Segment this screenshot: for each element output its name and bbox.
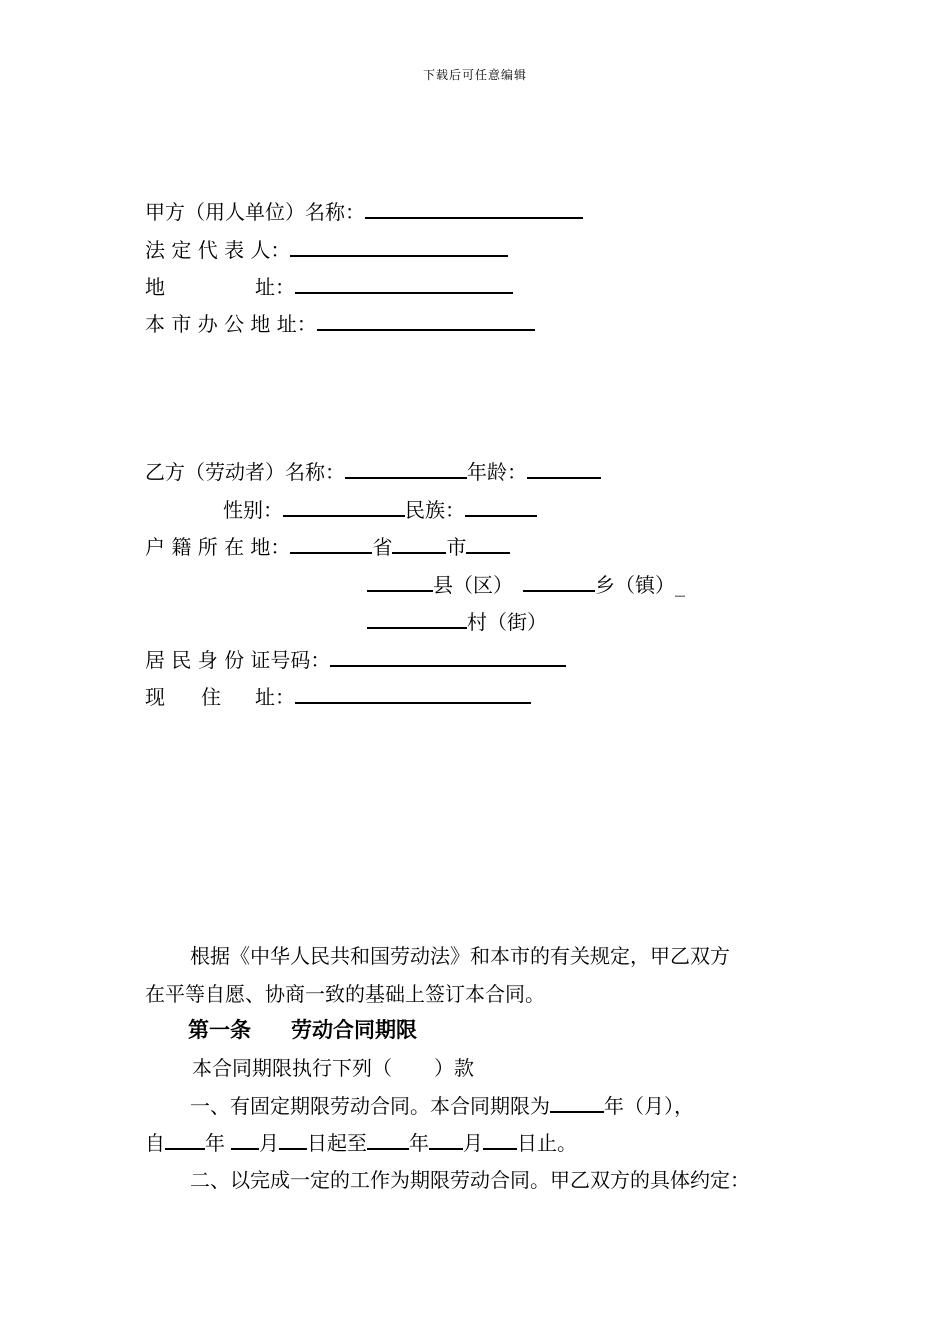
start-day-blank[interactable] <box>279 1130 307 1150</box>
clause-select-suffix: ）款 <box>434 1056 474 1080</box>
party-b-sex-blank[interactable] <box>283 497 405 517</box>
party-a-addr-blank[interactable] <box>295 274 513 294</box>
intro-paragraph-line-2: 在平等自愿、协商一致的基础上签订本合同。 <box>145 982 545 1006</box>
party-a-addr-label-2: 址： <box>255 275 295 299</box>
month2-label: 月 <box>463 1131 483 1155</box>
party-a-addr-row <box>145 272 513 302</box>
end-year-blank[interactable] <box>367 1130 409 1150</box>
party-b-age-blank[interactable] <box>527 459 601 479</box>
term-length-blank[interactable] <box>550 1093 604 1113</box>
county-blank[interactable] <box>367 572 433 592</box>
party-a-rep-blank[interactable] <box>290 237 508 257</box>
article-1-title: 劳动合同期限 <box>291 1018 417 1042</box>
month-label: 月 <box>259 1131 279 1155</box>
party-b-name-blank[interactable] <box>345 459 467 479</box>
party-b-id-label: 居 民 身 份 证号码： <box>145 648 331 672</box>
party-a-rep-row <box>145 235 508 265</box>
party-a-office-label: 本 市 办 公 地 址： <box>145 312 317 336</box>
party-b-cur-addr-row <box>145 682 531 712</box>
year-label: 年 <box>205 1131 225 1155</box>
party-b-id-row <box>145 645 566 675</box>
party-a-name-row <box>145 197 583 227</box>
party-b-hukou-label: 户 籍 所 在 地： <box>145 535 291 559</box>
party-a-rep-label: 法 定 代 表 人： <box>145 238 291 262</box>
end-day-blank[interactable] <box>483 1130 517 1150</box>
county-label: 县（区） <box>433 573 513 597</box>
party-b-sex-row <box>145 495 537 525</box>
clause-select-label: 本合同期限执行下列（ <box>192 1056 392 1080</box>
city-tail-blank[interactable] <box>466 534 510 554</box>
cur-addr-label-2: 住 <box>201 685 221 709</box>
article-1-number: 第一条 <box>188 1018 251 1042</box>
end-month-blank[interactable] <box>429 1130 463 1150</box>
party-a-office-blank[interactable] <box>317 311 535 331</box>
party-a-name-label: 甲方（用人单位）名称： <box>145 200 365 224</box>
town-blank[interactable] <box>523 572 595 592</box>
date-range-row <box>145 1128 577 1158</box>
party-b-age-label: 年龄： <box>467 460 527 484</box>
start-year-blank[interactable] <box>165 1130 205 1150</box>
village-label: 村（街） <box>467 610 547 634</box>
page-header-note: 下载后可任意编辑 <box>422 68 527 82</box>
city-blank[interactable] <box>392 534 446 554</box>
party-b-name-row <box>145 457 601 487</box>
item-2-text: 二、以完成一定的工作为期限劳动合同。甲乙双方的具体约定： <box>190 1168 750 1192</box>
party-b-hukou-row <box>145 532 510 562</box>
town-tail: _ <box>675 573 685 597</box>
cur-addr-label-3: 址： <box>255 685 295 709</box>
city-label: 市 <box>446 535 467 559</box>
party-a-addr-label-1: 地 <box>145 275 165 299</box>
party-b-ethnic-blank[interactable] <box>465 497 537 517</box>
party-b-ethnic-label: 民族： <box>405 498 465 522</box>
cur-addr-label-1: 现 <box>145 685 165 709</box>
day-from-label: 日起至 <box>307 1131 367 1155</box>
party-b-cur-addr-blank[interactable] <box>295 684 531 704</box>
village-blank[interactable] <box>367 609 467 629</box>
party-a-office-row <box>145 309 535 339</box>
year2-label: 年 <box>409 1131 429 1155</box>
party-b-id-blank[interactable] <box>330 647 566 667</box>
party-b-village-row <box>367 607 547 637</box>
party-b-sex-label: 性别： <box>223 498 283 522</box>
party-a-name-blank[interactable] <box>365 199 583 219</box>
province-blank[interactable] <box>290 534 372 554</box>
intro-paragraph-line-1: 根据《中华人民共和国劳动法》和本市的有关规定，甲乙双方 <box>190 944 730 968</box>
article-1-heading <box>188 1015 417 1045</box>
item-1-text: 一、有固定期限劳动合同。本合同期限为 <box>190 1094 550 1118</box>
town-label: 乡（镇） <box>595 573 675 597</box>
party-b-county-row <box>367 570 685 600</box>
item-1-row <box>190 1091 694 1121</box>
province-label: 省 <box>372 535 393 559</box>
start-month-blank[interactable] <box>231 1130 259 1150</box>
from-label: 自 <box>145 1131 165 1155</box>
item-1-unit: 年（月）， <box>604 1094 694 1118</box>
party-b-name-label: 乙方（劳动者）名称： <box>145 460 345 484</box>
day-to-label: 日止。 <box>517 1131 577 1155</box>
clause-select-row <box>192 1053 474 1083</box>
